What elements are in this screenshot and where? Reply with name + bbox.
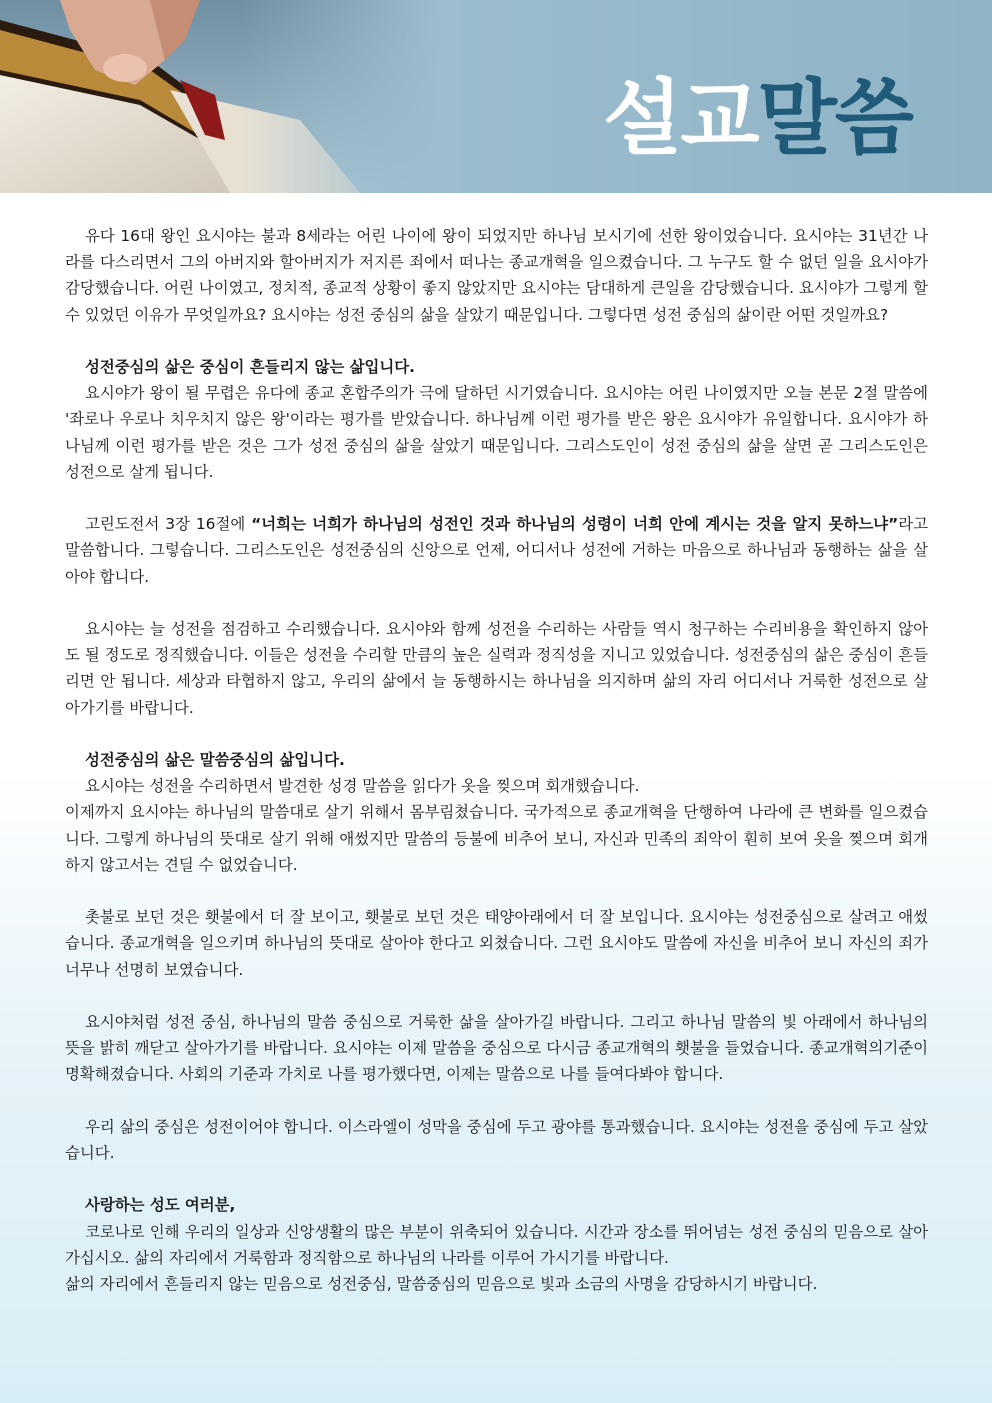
section-heading: 사랑하는 성도 여러분, [85, 1196, 236, 1215]
paragraph: 요시야는 성전을 수리하면서 발견한 성경 말씀을 읽다가 옷을 찢으며 회개했습니다. [85, 777, 640, 796]
paragraph [65, 511, 928, 590]
paragraph: 이제까지 요시야는 하나님의 말씀대로 살기 위해서 몸부림쳤습니다. 국가적으로 종교개혁을 단행하여 나라에 큰 변화를 일으켰습니다. 그렇게 하나님의 뜻대로 살기 위해 애썼지만 말씀의 등불에 비추어 보니, 자신과 민족의 죄악이 훤히 보여 옷을 찢으며 회개하지 않고서는 견딜 수 없었습니다. [65, 803, 928, 874]
bible-photo [0, 0, 440, 193]
scripture-quote: “너희는 너희가 하나님의 성전인 것과 하나님의 성령이 너희 안에 계시는 것을 알지 못하느냐” [251, 515, 899, 534]
paragraph: 요시야처럼 성전 중심, 하나님의 말씀 중심으로 거룩한 삶을 살아가길 바랍니다. 그리고 하나님 말씀의 빛 아래에서 하나님의 뜻을 밝히 깨닫고 살아가기를 바랍니다. 요시야는 이제 말씀을 중심으로 다시금 종교개혁의 횃불을 들었습니다. 종교개혁의기준이 명확해졌습니다. 사회의 기준과 가치로 나를 평가했다면, 이제는 말씀으로 나를 들여다봐야 합니다. [65, 1013, 928, 1084]
header-banner [0, 0, 992, 193]
section-heading: 성전중심의 삶은 말씀중심의 삶입니다. [85, 751, 345, 769]
paragraph: 우리 삶의 중심은 성전이어야 합니다. 이스라엘이 성막을 중심에 두고 광야를 통과했습니다. 요시야는 성전을 중심에 두고 살았습니다. [65, 1117, 928, 1162]
paragraph-rest: 라고 말씀합니다. 그렇습니다. 그리스도인은 성전중심의 신앙으로 언제, 어디서나 성전에 거하는 마음으로 하나님과 동행하는 삶을 살아야 합니다. [65, 515, 928, 586]
sermon-body [65, 223, 928, 1297]
title-part-2: 말씀 [757, 71, 912, 166]
paragraph: 코로나로 인해 우리의 일상과 신앙생활의 많은 부분이 위축되어 있습니다. 시간과 장소를 뛰어넘는 성전 중심의 믿음으로 살아가십시오. 삶의 자리에서 거룩함과 정직함으로 하나님의 나라를 이루어 가시기를 바랍니다. [65, 1222, 928, 1267]
section-heading: 성전중심의 삶은 중심이 흔들리지 않는 삶입니다. [85, 358, 415, 376]
paragraph: 유다 16대 왕인 요시야는 불과 8세라는 어린 나이에 왕이 되었지만 하나님 보시기에 선한 왕이었습니다. 요시야는 31년간 나라를 다스리면서 그의 아버지와 할아버지가 저지른 죄에서 떠나는 종교개혁을 일으켰습니다. 그 누구도 할 수 없던 일을 요시야가 감당했습니다. 어린 나이였고, 정치적, 종교적 상황이 좋지 않았지만 요시야는 담대하게 큰일을 감당했습니다. 요시야가 그렇게 할 수 있었던 이유가 무엇일까요? 요시야는 성전 중심의 삶을 살았기 때문입니다. 그렇다면 성전 중심의 삶이란 어떤 것일까요? [65, 227, 928, 324]
paragraph-intro: 고린도전서 3장 16절에 [85, 515, 252, 534]
paragraph: 삶의 자리에서 흔들리지 않는 믿음으로 성전중심, 말씀중심의 믿음으로 빛과 소금의 사명을 감당하시기 바랍니다. [65, 1275, 818, 1293]
paragraph: 촛불로 보던 것은 횃불에서 더 잘 보이고, 횃불로 보던 것은 태양아래에서 더 잘 보입니다. 요시야는 성전중심으로 살려고 애썼습니다. 종교개혁을 일으키며 하나님의 뜻대로 살아야 한다고 외쳤습니다. 그런 요시야도 말씀에 자신을 비추어 보니 자신의 죄가 너무나 선명히 보였습니다. [65, 908, 928, 979]
page-title [603, 71, 912, 166]
paragraph: 요시야가 왕이 될 무렵은 유다에 종교 혼합주의가 극에 달하던 시기였습니다. 요시야는 어린 나이였지만 오늘 본문 2절 말씀에 '좌로나 우로나 치우치지 않은 왕'이라는 평가를 받았습니다. 하나님께 이런 평가를 받은 왕은 요시야가 유일합니다. 요시야가 하나님께 이런 평가를 받은 것은 그가 성전 중심의 삶을 살았기 때문입니다. 그리스도인이 성전 중심의 삶을 살면 곧 그리스도인은 성전으로 살게 됩니다. [65, 384, 928, 481]
paragraph: 요시야는 늘 성전을 점검하고 수리했습니다. 요시야와 함께 성전을 수리하는 사람들 역시 청구하는 수리비용을 확인하지 않아도 될 정도로 정직했습니다. 이들은 성전을 수리할 만큼의 높은 실력과 정직성을 지니고 있었습니다. 성전중심의 삶은 중심이 흔들리면 안 됩니다. 세상과 타협하지 않고, 우리의 삶에서 늘 동행하시는 하나님을 의지하며 삶의 자리 어디서나 거룩한 성전으로 살아가기를 바랍니다. [65, 620, 928, 717]
title-part-1: 설교 [603, 71, 758, 166]
